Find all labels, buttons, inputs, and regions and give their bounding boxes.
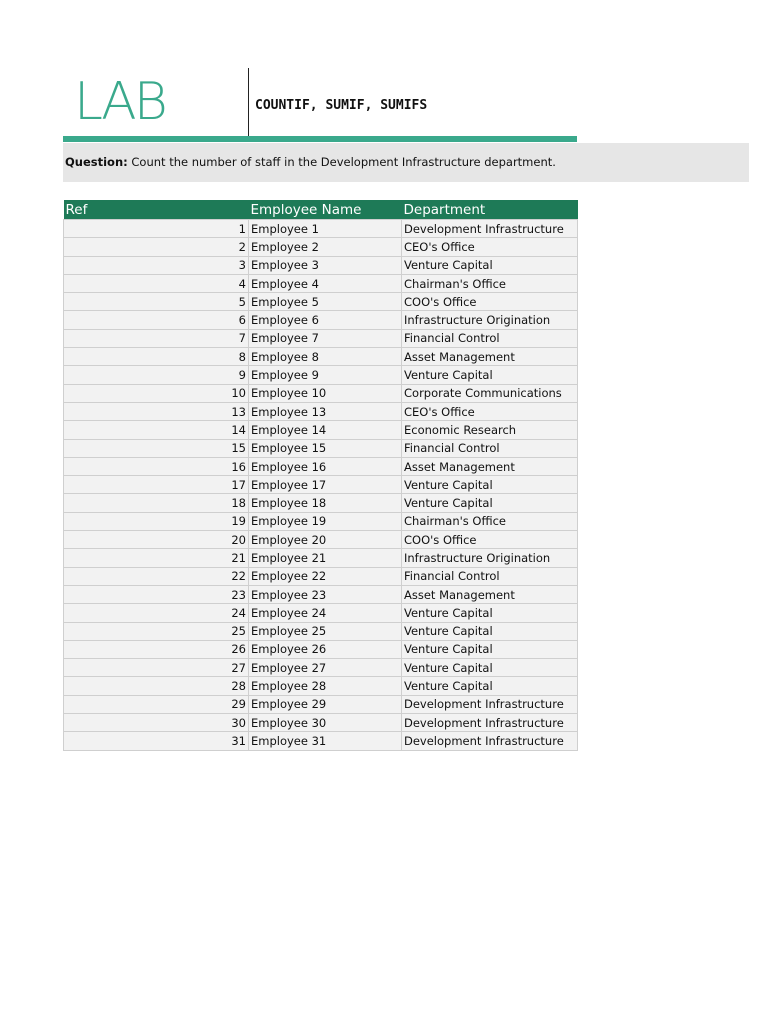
cell-ref[interactable]: 15 [64, 439, 249, 457]
table-row[interactable] [64, 457, 578, 475]
cell-department[interactable]: Venture Capital [402, 659, 578, 677]
cell-ref[interactable]: 22 [64, 567, 249, 585]
cell-employee-name[interactable]: Employee 20 [249, 531, 402, 549]
table-row[interactable] [64, 293, 578, 311]
cell-ref[interactable]: 10 [64, 384, 249, 402]
cell-ref[interactable]: 23 [64, 585, 249, 603]
cell-ref[interactable]: 17 [64, 476, 249, 494]
table-row[interactable] [64, 348, 578, 366]
cell-ref[interactable]: 14 [64, 421, 249, 439]
cell-ref[interactable]: 29 [64, 695, 249, 713]
table-row[interactable] [64, 494, 578, 512]
cell-department[interactable]: Corporate Communications [402, 384, 578, 402]
cell-ref[interactable]: 6 [64, 311, 249, 329]
table-row[interactable] [64, 640, 578, 658]
table-row[interactable] [64, 512, 578, 530]
cell-department[interactable]: Chairman's Office [402, 512, 578, 530]
table-row[interactable] [64, 622, 578, 640]
cell-department[interactable]: Infrastructure Origination [402, 549, 578, 567]
cell-department[interactable]: Chairman's Office [402, 274, 578, 292]
cell-employee-name[interactable]: Employee 29 [249, 695, 402, 713]
cell-employee-name[interactable]: Employee 21 [249, 549, 402, 567]
table-header-row [64, 200, 578, 220]
cell-department[interactable]: Asset Management [402, 457, 578, 475]
employee-table [63, 200, 578, 751]
cell-ref[interactable]: 28 [64, 677, 249, 695]
cell-ref[interactable]: 24 [64, 604, 249, 622]
cell-ref[interactable]: 7 [64, 329, 249, 347]
cell-employee-name[interactable]: Employee 4 [249, 274, 402, 292]
cell-employee-name[interactable]: Employee 17 [249, 476, 402, 494]
cell-department[interactable]: Infrastructure Origination [402, 311, 578, 329]
cell-ref[interactable]: 2 [64, 238, 249, 256]
cell-department[interactable]: Venture Capital [402, 476, 578, 494]
cell-employee-name[interactable]: Employee 13 [249, 402, 402, 420]
cell-employee-name[interactable]: Employee 1 [249, 220, 402, 238]
table-row[interactable] [64, 274, 578, 292]
column-header-department[interactable]: Department [402, 200, 578, 220]
question-label: Question: [65, 155, 128, 169]
cell-ref[interactable]: 1 [64, 220, 249, 238]
cell-employee-name[interactable]: Employee 6 [249, 311, 402, 329]
table-row[interactable] [64, 311, 578, 329]
cell-ref[interactable]: 21 [64, 549, 249, 567]
table-row[interactable] [64, 604, 578, 622]
cell-employee-name[interactable]: Employee 26 [249, 640, 402, 658]
header-rule [63, 136, 577, 142]
cell-department[interactable]: Financial Control [402, 439, 578, 457]
cell-employee-name[interactable]: Employee 31 [249, 732, 402, 750]
cell-ref[interactable]: 30 [64, 714, 249, 732]
cell-employee-name[interactable]: Employee 23 [249, 585, 402, 603]
cell-employee-name[interactable]: Employee 2 [249, 238, 402, 256]
cell-department[interactable]: Asset Management [402, 348, 578, 366]
cell-employee-name[interactable]: Employee 10 [249, 384, 402, 402]
table-row[interactable] [64, 421, 578, 439]
question-body: Count the number of staff in the Development Infrastructure department. [127, 155, 556, 169]
cell-department[interactable]: Financial Control [402, 329, 578, 347]
table-row[interactable] [64, 366, 578, 384]
cell-employee-name[interactable]: Employee 28 [249, 677, 402, 695]
cell-department[interactable]: COO's Office [402, 531, 578, 549]
table-row[interactable] [64, 531, 578, 549]
table-row[interactable] [64, 329, 578, 347]
cell-ref[interactable]: 25 [64, 622, 249, 640]
title-divider [248, 68, 249, 136]
cell-ref[interactable]: 18 [64, 494, 249, 512]
cell-employee-name[interactable]: Employee 16 [249, 457, 402, 475]
cell-department[interactable]: Venture Capital [402, 494, 578, 512]
cell-department[interactable]: Development Infrastructure [402, 732, 578, 750]
cell-ref[interactable]: 8 [64, 348, 249, 366]
cell-ref[interactable]: 5 [64, 293, 249, 311]
table-row[interactable] [64, 220, 578, 238]
cell-department[interactable]: Financial Control [402, 567, 578, 585]
cell-ref[interactable]: 3 [64, 256, 249, 274]
cell-ref[interactable]: 19 [64, 512, 249, 530]
cell-employee-name[interactable]: Employee 27 [249, 659, 402, 677]
cell-employee-name[interactable]: Employee 8 [249, 348, 402, 366]
column-header-employee-name[interactable]: Employee Name [249, 200, 402, 220]
cell-department[interactable]: Venture Capital [402, 256, 578, 274]
cell-department[interactable]: Economic Research [402, 421, 578, 439]
column-header-ref[interactable]: Ref [64, 200, 249, 220]
table-row[interactable] [64, 384, 578, 402]
table-row[interactable] [64, 659, 578, 677]
cell-department[interactable]: CEO's Office [402, 402, 578, 420]
cell-department[interactable]: Development Infrastructure [402, 695, 578, 713]
table-row[interactable] [64, 567, 578, 585]
cell-department[interactable]: CEO's Office [402, 238, 578, 256]
cell-employee-name[interactable]: Employee 25 [249, 622, 402, 640]
page-title: COUNTIF, SUMIF, SUMIFS [255, 98, 428, 113]
cell-department[interactable]: Venture Capital [402, 366, 578, 384]
table-row[interactable] [64, 439, 578, 457]
table-row[interactable] [64, 714, 578, 732]
cell-employee-name[interactable]: Employee 22 [249, 567, 402, 585]
table-row[interactable] [64, 677, 578, 695]
cell-ref[interactable]: 27 [64, 659, 249, 677]
cell-ref[interactable]: 16 [64, 457, 249, 475]
cell-department[interactable]: Asset Management [402, 585, 578, 603]
cell-department[interactable]: Venture Capital [402, 604, 578, 622]
cell-department[interactable]: Development Infrastructure [402, 714, 578, 732]
cell-employee-name[interactable]: Employee 7 [249, 329, 402, 347]
cell-employee-name[interactable]: Employee 3 [249, 256, 402, 274]
cell-employee-name[interactable]: Employee 14 [249, 421, 402, 439]
table-row[interactable] [64, 238, 578, 256]
table-row[interactable] [64, 476, 578, 494]
cell-department[interactable]: Venture Capital [402, 640, 578, 658]
table-row[interactable] [64, 732, 578, 750]
cell-ref[interactable]: 31 [64, 732, 249, 750]
table-row[interactable] [64, 256, 578, 274]
cell-department[interactable]: Venture Capital [402, 677, 578, 695]
cell-department[interactable]: Development Infrastructure [402, 220, 578, 238]
cell-employee-name[interactable]: Employee 18 [249, 494, 402, 512]
cell-ref[interactable]: 4 [64, 274, 249, 292]
cell-ref[interactable]: 20 [64, 531, 249, 549]
cell-employee-name[interactable]: Employee 15 [249, 439, 402, 457]
lab-logo: LAB [74, 72, 165, 132]
cell-employee-name[interactable]: Employee 19 [249, 512, 402, 530]
table-row[interactable] [64, 695, 578, 713]
table-body [64, 220, 578, 751]
cell-employee-name[interactable]: Employee 5 [249, 293, 402, 311]
cell-department[interactable]: Venture Capital [402, 622, 578, 640]
cell-ref[interactable]: 13 [64, 402, 249, 420]
cell-ref[interactable]: 26 [64, 640, 249, 658]
cell-employee-name[interactable]: Employee 9 [249, 366, 402, 384]
cell-employee-name[interactable]: Employee 24 [249, 604, 402, 622]
question-text [65, 155, 556, 169]
table-row[interactable] [64, 549, 578, 567]
table-row[interactable] [64, 585, 578, 603]
table-row[interactable] [64, 402, 578, 420]
cell-employee-name[interactable]: Employee 30 [249, 714, 402, 732]
cell-department[interactable]: COO's Office [402, 293, 578, 311]
cell-ref[interactable]: 9 [64, 366, 249, 384]
